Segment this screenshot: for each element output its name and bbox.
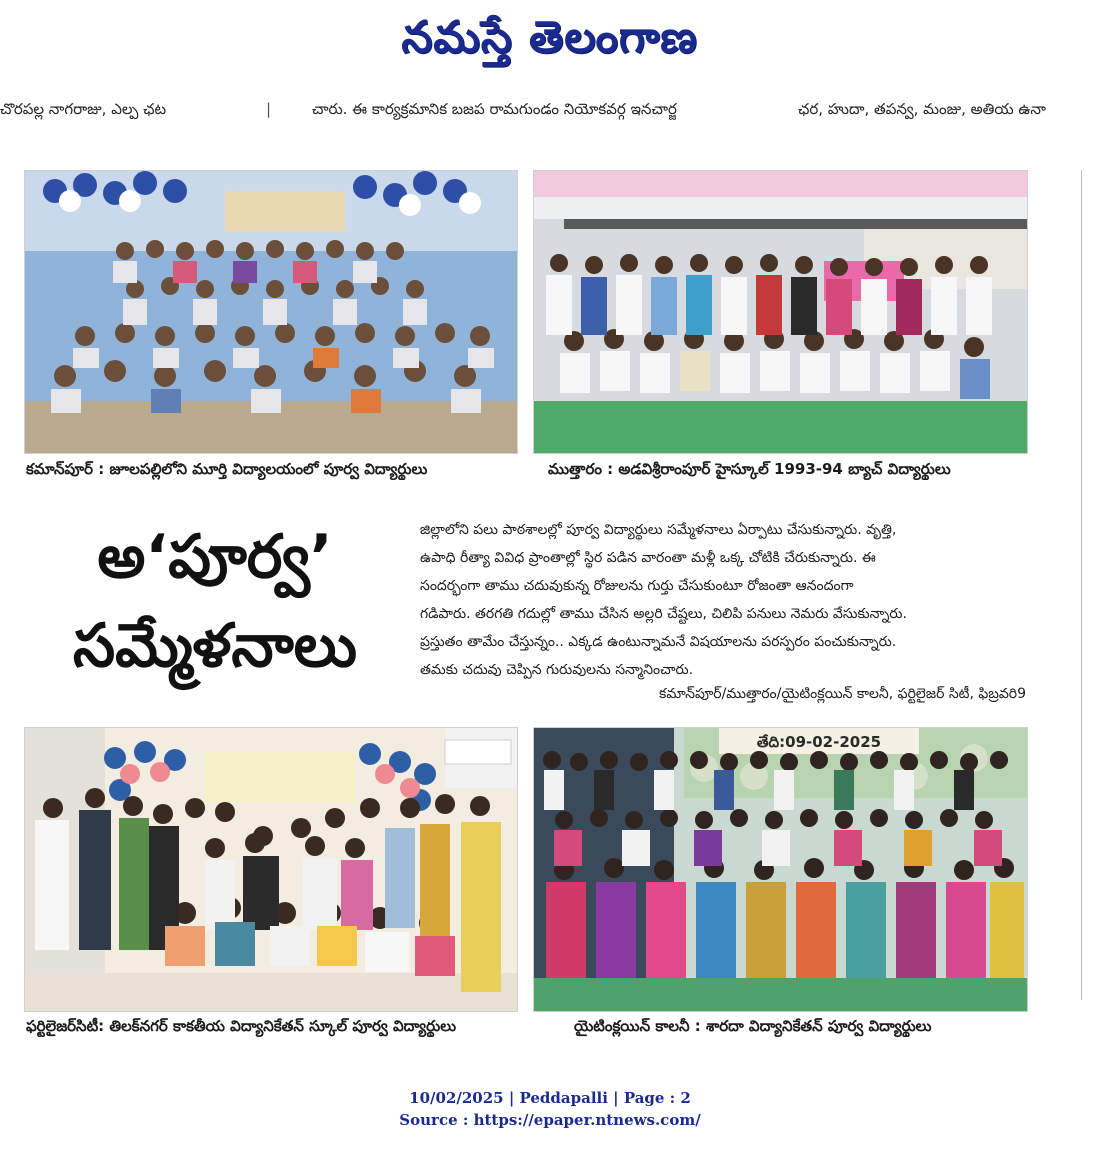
column-rule <box>1081 170 1082 1000</box>
ticker-separator: | <box>266 100 272 118</box>
article-byline: కమాన్‌పూర్/ముత్తారం/యైటింక్లయిన్ కాలనీ, ఫర్టిలైజర్ సిటీ, ఫిబ్రవరి9 <box>659 686 1026 702</box>
article-line-6: తమకు చదువు చెప్పిన గురువులను సన్మానించారు. <box>420 662 694 678</box>
banner-date-text: తేది:09-02-2025 <box>756 733 882 751</box>
photo-fertilizer-city-alumni <box>24 727 518 1012</box>
article-line-5: ప్రస్తుతం తామేం చేస్తున్నం.. ఎక్కడ ఉంటున్నామనే విషయాలను పరస్పరం పంచుకున్నారు. <box>420 634 897 650</box>
ticker-middle-text: చారు. ఈ కార్యక్రమానిక బజప రామగుండం నియోకవర్గ ఇనచార్జ <box>312 100 677 118</box>
photo-caption-3: ఫర్టిలైజర్‌సిటీ: తిలక్‌నగర్ కాకతీయ విద్యానికేతన్ స్కూల్ పూర్వ విద్యార్థులు <box>26 1017 457 1035</box>
ticker-right-text: ఛర, హుదా, తపన్వ, మంజు, అతియ ఉనా <box>798 100 1047 118</box>
photo-mutharam-alumni <box>533 170 1028 454</box>
article-line-4: గడిపారు. తరగతి గదుల్లో తాము చేసిన అల్లరి చేష్టలు, చిలిపి పనులు నెమరు వేసుకున్నారు. <box>420 606 907 622</box>
article-line-1: జిల్లాలోని పలు పాఠశాలల్లో పూర్వ విద్యార్థులు సమ్మేళనాలు ఏర్పాటు చేసుకున్నారు. వృత్తి, <box>420 522 897 538</box>
photo-caption-2: ముత్తారం : అడవిశ్రీరాంపూర్ హైస్కూల్ 1993-94 బ్యాచ్ విద్యార్థులు <box>548 460 951 478</box>
article-headline-line1: అ‘పూర్వ’ <box>97 522 333 592</box>
article-headline-line2: సమ్మేళనాలు <box>72 611 358 681</box>
newspaper-masthead: నమస్తే తెలంగాణ <box>401 12 698 63</box>
photo-caption-1: కమాన్‌పూర్ : జూలపల్లిలోని మూర్తి విద్యాలయంలో పూర్వ విద్యార్థులు <box>26 460 428 478</box>
ticker-strip <box>0 96 1099 122</box>
article-line-2: ఉపాధి రీత్యా వివిధ ప్రాంతాల్లో స్థిర పడిన వారంతా మళ్లీ ఒక్క చోటికి చేరుకున్నారు. ఈ <box>420 550 876 566</box>
footer-source-link[interactable]: Source : https://epaper.ntnews.com/ <box>399 1111 701 1129</box>
ticker-left-text: చొరపల్ల నాగరాజు, ఎల్ప ఛట <box>0 100 167 118</box>
article-line-3: సందర్భంగా తాము చదువుకున్న రోజులను గుర్తు చేసుకుంటూ రోజంతా ఆనందంగా <box>420 578 854 594</box>
footer-edition-info: 10/02/2025 | Peddapalli | Page : 2 <box>409 1089 691 1107</box>
article-body <box>420 516 1030 684</box>
photo-yaitinclain-colony-alumni <box>533 727 1028 1012</box>
photo-caption-4: యైటింక్లయిన్ కాలనీ : శారదా విద్యానికేతన్ పూర్వ విద్యార్థులు <box>574 1017 932 1035</box>
photo-kamanpur-alumni <box>24 170 518 454</box>
